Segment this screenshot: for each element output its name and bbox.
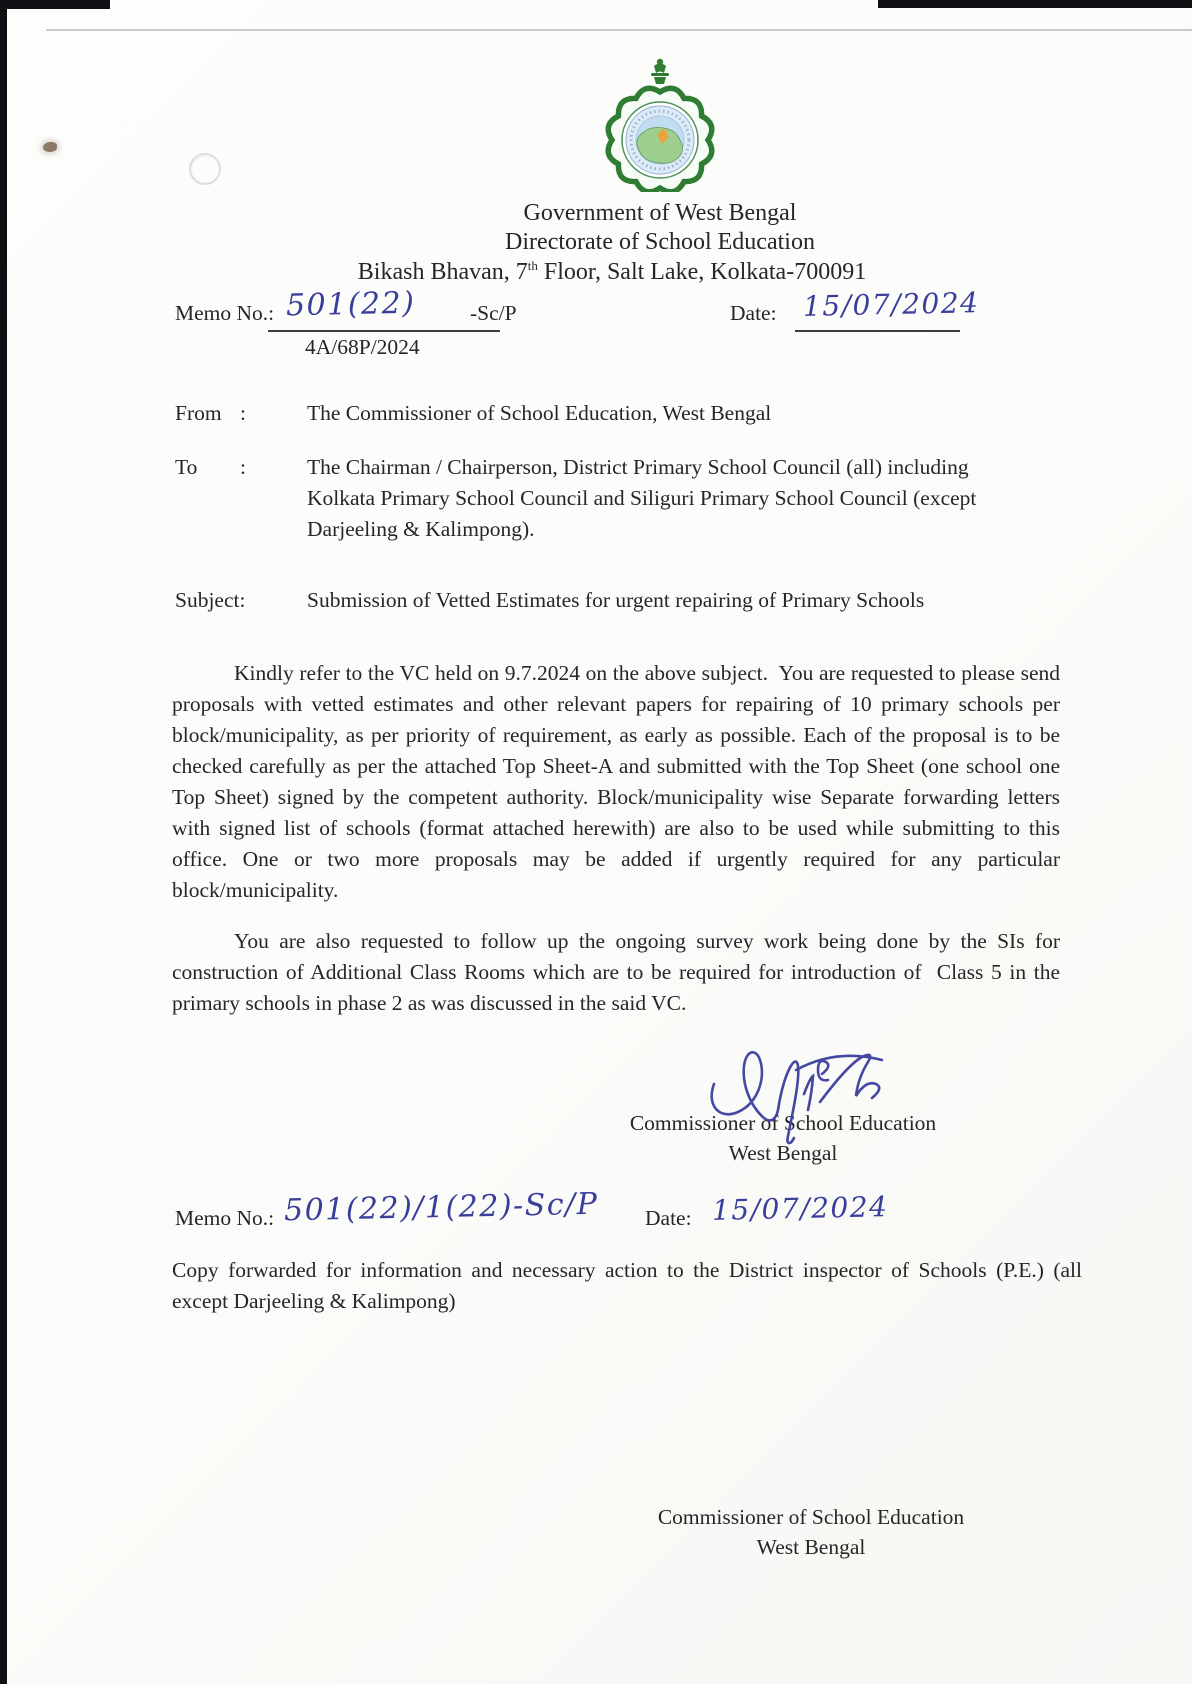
from-label: From	[175, 401, 222, 425]
org-address-post: Floor, Salt Lake, Kolkata-700091	[537, 259, 867, 285]
org-address	[212, 258, 1012, 286]
date-handwritten: 15/07/2024	[802, 286, 980, 323]
org-department: Directorate of School Education	[505, 229, 815, 255]
to-label: To	[175, 455, 198, 479]
scan-edge-top-left	[0, 0, 110, 9]
date2-handwritten: 15/07/2024	[711, 1190, 889, 1227]
date-underline	[795, 330, 960, 332]
scan-edge-left	[0, 0, 7, 1684]
scan-edge-top-right	[878, 0, 1192, 8]
footer-signatory-title: Commissioner of School Education	[657, 1505, 965, 1529]
memo-number-label: Memo No.:	[175, 301, 275, 325]
ink-speck	[43, 142, 57, 152]
org-address-pre: Bikash Bhavan, 7	[357, 259, 528, 285]
signatory-title: Commissioner of School Education	[629, 1111, 937, 1135]
copy-forwarded-note: Copy forwarded for information and necessary action to the District inspector of Schools (P.E.) (all except Darjeeling & Kalimpong)	[172, 1258, 1082, 1313]
emblem-finial	[651, 59, 669, 84]
subject-label: Subject:	[175, 588, 246, 612]
org-address-superscript: th	[527, 258, 538, 273]
from-value: The Commissioner of School Education, West Bengal	[307, 401, 772, 425]
memo2-number-label: Memo No.:	[175, 1206, 275, 1230]
footer-signatory-region: West Bengal	[756, 1535, 866, 1559]
punch-hole-emboss	[189, 153, 221, 185]
body-paragraph-1: Kindly refer to the VC held on 9.7.2024 on the above subject. You are requested to please send proposals with vetted estimates and other relevant papers for repairing of 10 primary schools per block/municipality, as per priority of requirement, as early as possible. Each of the proposal is to be checked carefully as per the attached Top Sheet-A and submitted with the Top Sheet (one school one Top Sheet) signed by the competent authority. Block/municipality wise Separate forwarding letters with signed list of schools (format attached herewith) are also to be used while submitting to this office. One or two more proposals may be added if urgently required for any particular block/municipality.	[172, 661, 1066, 902]
scan-artifact-line	[46, 29, 1192, 31]
date2-label: Date:	[645, 1206, 692, 1230]
org-name: Government of West Bengal	[523, 200, 797, 226]
memo-number-suffix: -Sc/P	[470, 301, 517, 325]
west-bengal-emblem-icon	[600, 56, 720, 192]
memo-reference-line: 4A/68P/2024	[305, 335, 420, 359]
date-label: Date:	[730, 301, 777, 325]
signatory-region: West Bengal	[728, 1141, 838, 1165]
to-value: The Chairman / Chairperson, District Primary School Council (all) including Kolkata Primary School Council and Siliguri Primary School Council (except Darjeeling & Kalimpong).	[307, 455, 977, 541]
body-paragraph-2: You are also requested to follow up the ongoing survey work being done by the SIs for construction of Additional Class Rooms which are to be required for introduction of Class 5 in the primary schools in phase 2 as was discussed in the said VC.	[172, 929, 1066, 1015]
footer-signatory-block	[650, 1502, 972, 1562]
memo-number-handwritten: 501(22)	[285, 285, 416, 324]
to-colon: :	[240, 455, 246, 479]
signature-ink	[700, 1032, 900, 1152]
subject-value: Submission of Vetted Estimates for urgent repairing of Primary Schools	[307, 588, 925, 612]
memo2-number-handwritten: 501(22)/1(22)-Sc/P	[283, 1186, 599, 1229]
from-colon: :	[240, 401, 246, 425]
